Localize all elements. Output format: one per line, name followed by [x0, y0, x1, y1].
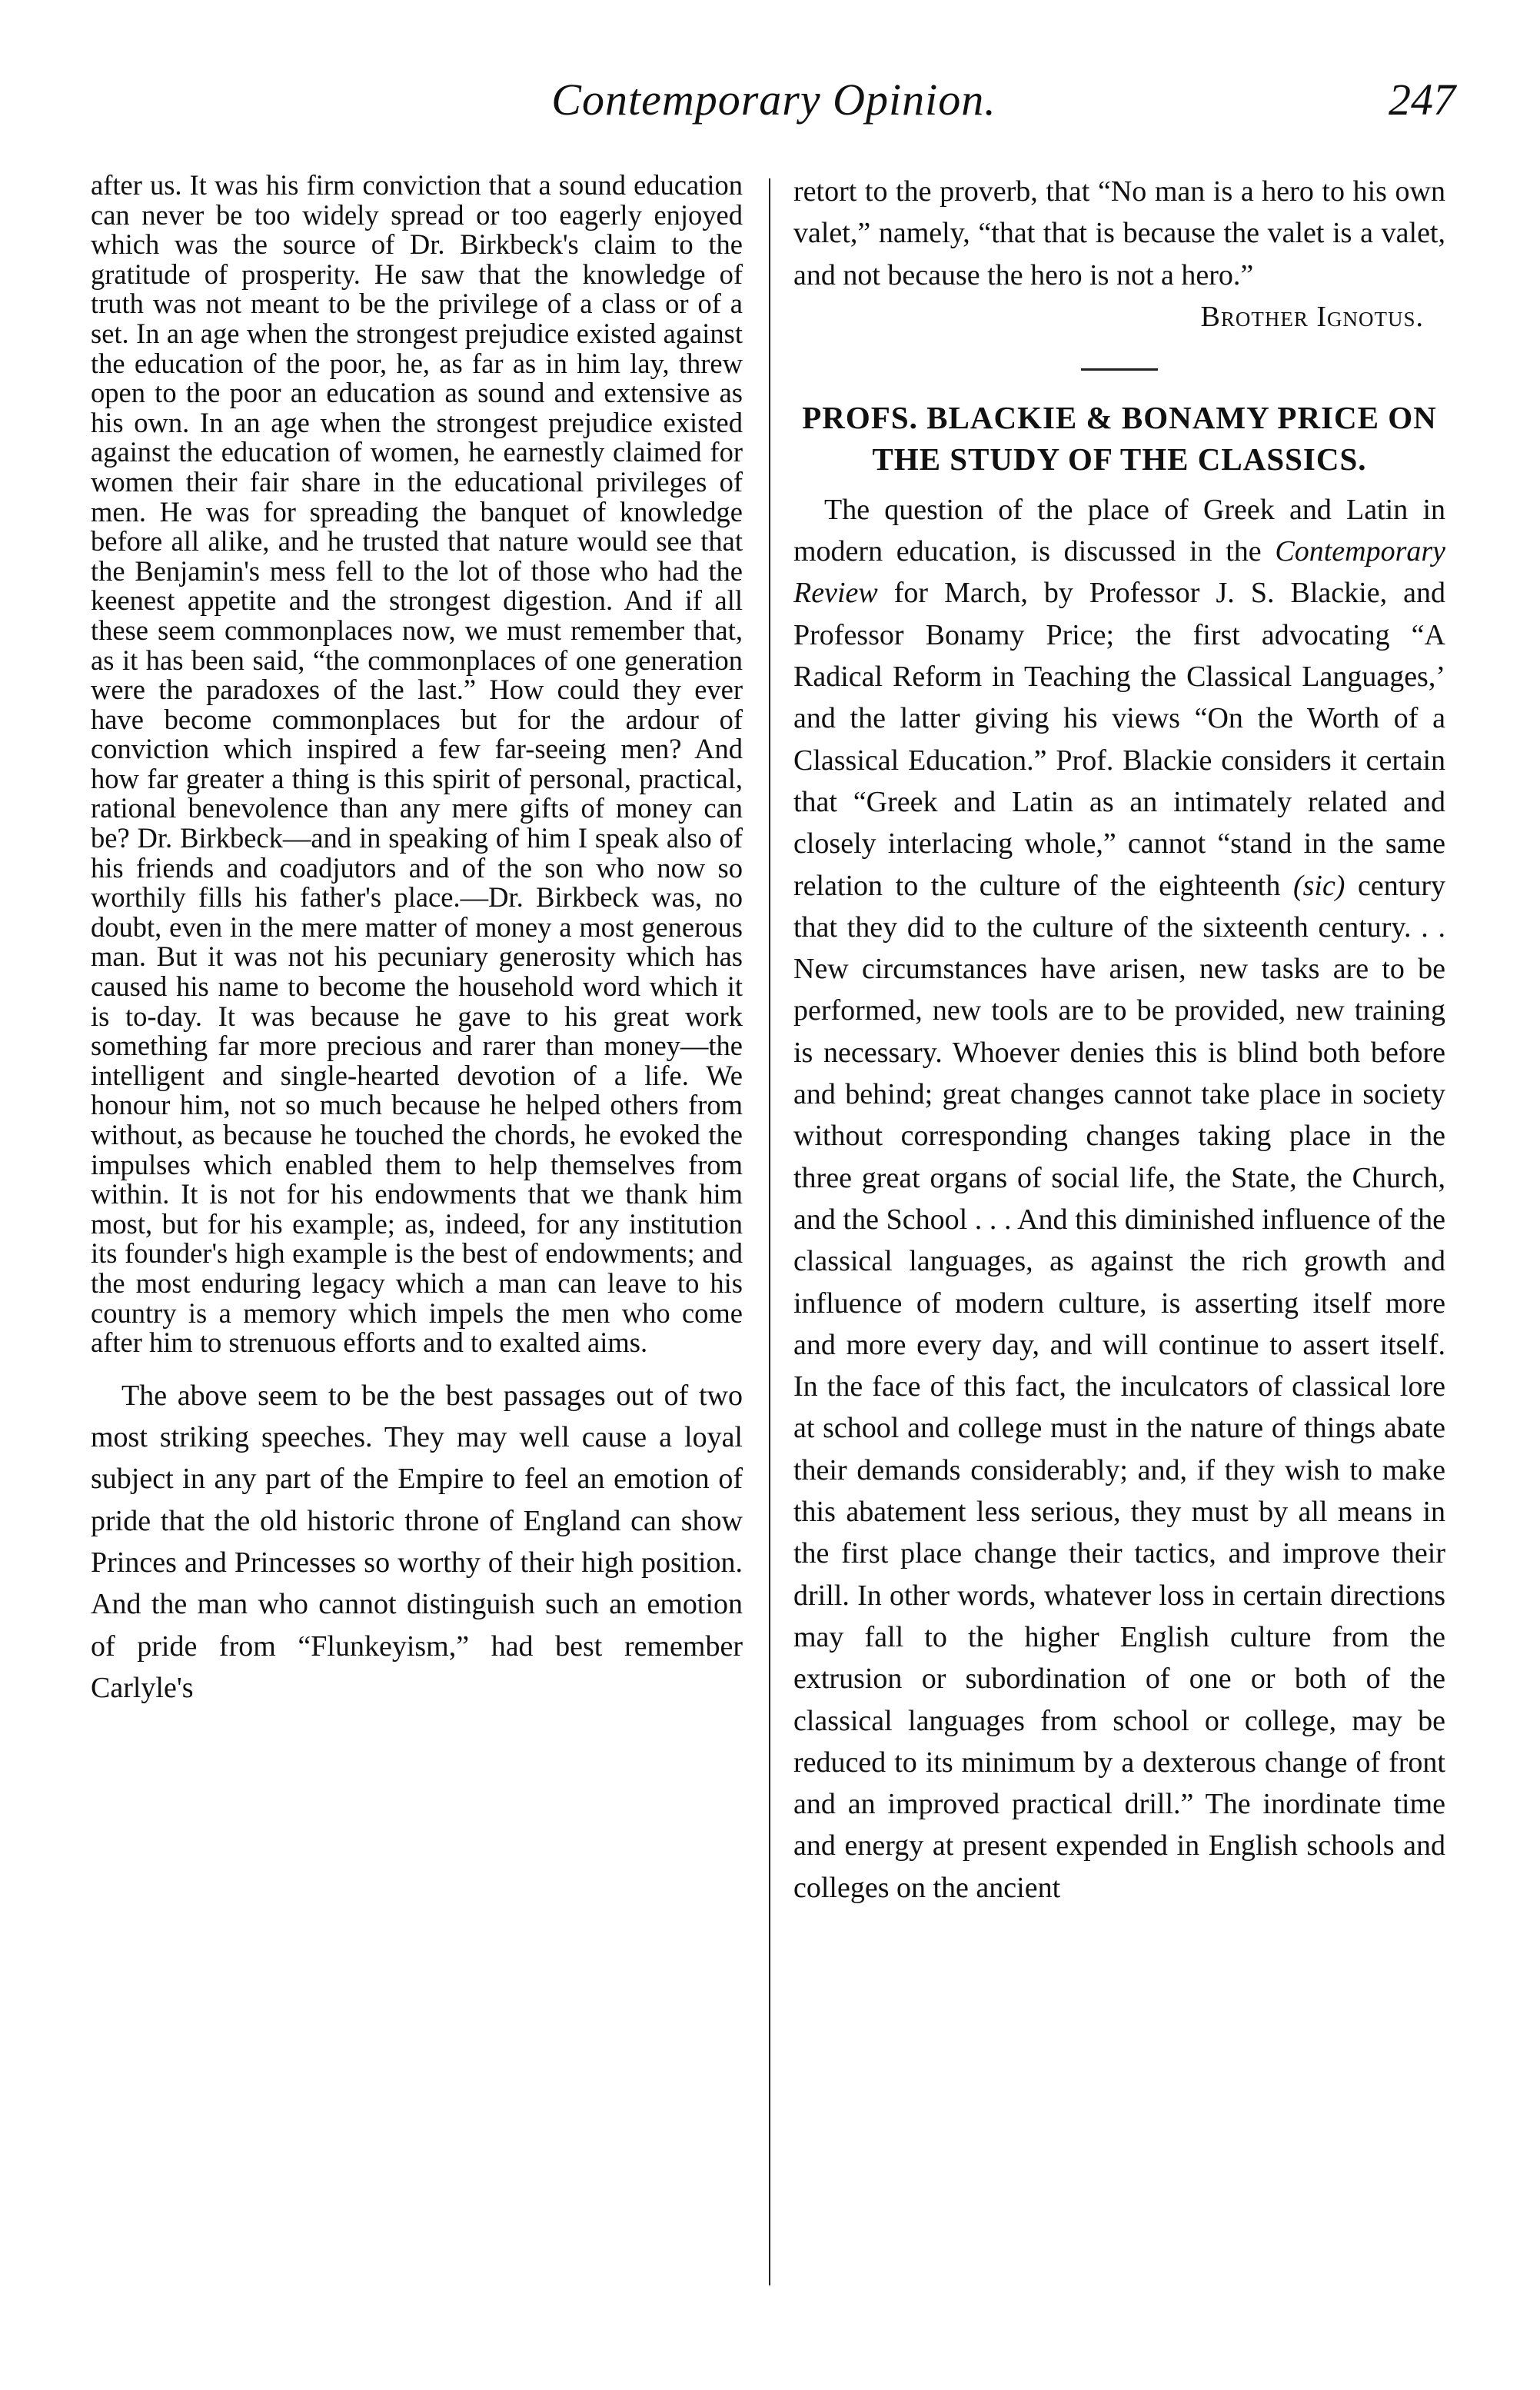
page-number: 247 — [1389, 75, 1455, 125]
quoted-speech-paragraph: after us. It was his firm conviction that a sound education can never be too widely spread or too eagerly enjoyed which was the source of Dr. Birkbeck's claim to the gratitude of prosperity. He saw that the knowledge of truth was not meant to be the privilege of a class or of a set. In an age when the strongest prejudice existed against the education of the poor, he, as far as in him lay, threw open to the poor an education as sound and extensive as his own. In an age when the strongest prejudice existed against the education of women, he earnestly claimed for women their fair share in the educational privileges of men. He was for spreading the banquet of knowledge before all alike, and he trusted that nature would see that the Benjamin's mess fell to the lot of those who had the keenest appetite and the strongest digestion. And if all these seem commonplaces now, we must remember that, as it has been said, “the commonplaces of one generation were the paradoxes of the last.” How could they ever have become commonplaces but for the ardour of conviction which inspired a few far-seeing men? And how far greater a thing is this spirit of personal, practical, rational benevolence than any mere gifts of money can be? Dr. Birkbeck—and in speaking of him I speak also of his friends and coadjutors and of the son who now so worthily fills his father's place.—Dr. Birkbeck was, no doubt, even in the mere matter of money a most generous man. But it was not his pecuniary generosity which has caused his name to become the household word which it is to-day. It was because he gave to his great work something far more precious and rarer than money—the intelligent and single-hearted devotion of a life. We honour him, not so much because he helped others from without, as because he touched the chords, he evoked the impulses which enabled them to help themselves from within. It is not for his endowments that we thank him most, but for his example; as, indeed, for any institution its founder's high example is the best of endowments; and the most enduring legacy which a man can leave to his country is a memory which impels the men who come after him to strenuous efforts and to exalted aims. — [91, 169, 743, 1359]
article-body-continued: century that they did to the culture of the sixteenth century. . . New circumstances have arisen, new tasks are to be performed, new tools are to be provided, new training is necessary. Whoever denies this is blind both before and behind; great changes cannot take place in society without corresponding changes taking place in the three great organs of social life, the State, the Church, and the School . . . And this diminished influence of the classical languages, as against the rich growth and influence of modern culture, is asserting itself more and more every day, and will continue to assert itself. In the face of this fact, the inculcators of classical lore at school and college must in the nature of things abate their demands considerably; and, if they wish to make this abatement less serious, they must by all means in the first place change their tactics, and improve their drill. In other words, whatever loss in certain directions may fall to the higher English culture from the extrusion or subordination of one or both of the classical languages from school or college, may be reduced to its minimum by a dexterous change of front and an improved practical drill.” The inordinate time and energy at present expended in English schools and colleges on the ancient — [793, 869, 1445, 1904]
right-column — [793, 171, 1445, 1909]
sic-note: (sic) — [1292, 869, 1345, 902]
journal-name: Contemporary Review — [793, 535, 1446, 610]
column-divider — [769, 178, 770, 2285]
article-intro-text: The question of the place of Greek and Latin in modern education, is discussed in the — [793, 493, 1445, 568]
left-column — [91, 171, 743, 1709]
article-paragraph — [793, 489, 1445, 1909]
continued-paragraph: retort to the proverb, that “No man is a hero to his own valet,” namely, “that that is because the valet is a valet, and not because the hero is not a hero.” — [793, 175, 1445, 291]
article-heading: PROFS. BLACKIE & BONAMY PRICE ON THE STUDY OF THE CLASSICS. — [802, 399, 1437, 477]
commentary-paragraph: The above seem to be the best passages out of two most striking speeches. They may well cause a loyal subject in any part of the Empire to feel an emotion of pride that the old historic throne of England can show Princes and Princesses so worthy of their high position. And the man who cannot distinguish such an emotion of pride from “Flunkeyism,” had best remember Carlyle's — [91, 1379, 743, 1704]
article-body-text: for March, by Professor J. S. Blackie, and Professor Bonamy Price; the first advocating “A Radical Reform in Teaching the Classical Languages,’ and the latter giving his views “On the Worth of a Classical Education.” Prof. Blackie considers it certain that “Greek and Latin as an intimately related and closely interlacing whole,” cannot “stand in the same relation to the culture of the eighteenth — [793, 577, 1446, 902]
running-title: Contemporary Opinion. — [551, 75, 996, 125]
running-head — [92, 74, 1455, 135]
author-signature: Brother Ignotus. — [1200, 300, 1424, 333]
section-separator — [1081, 368, 1158, 371]
